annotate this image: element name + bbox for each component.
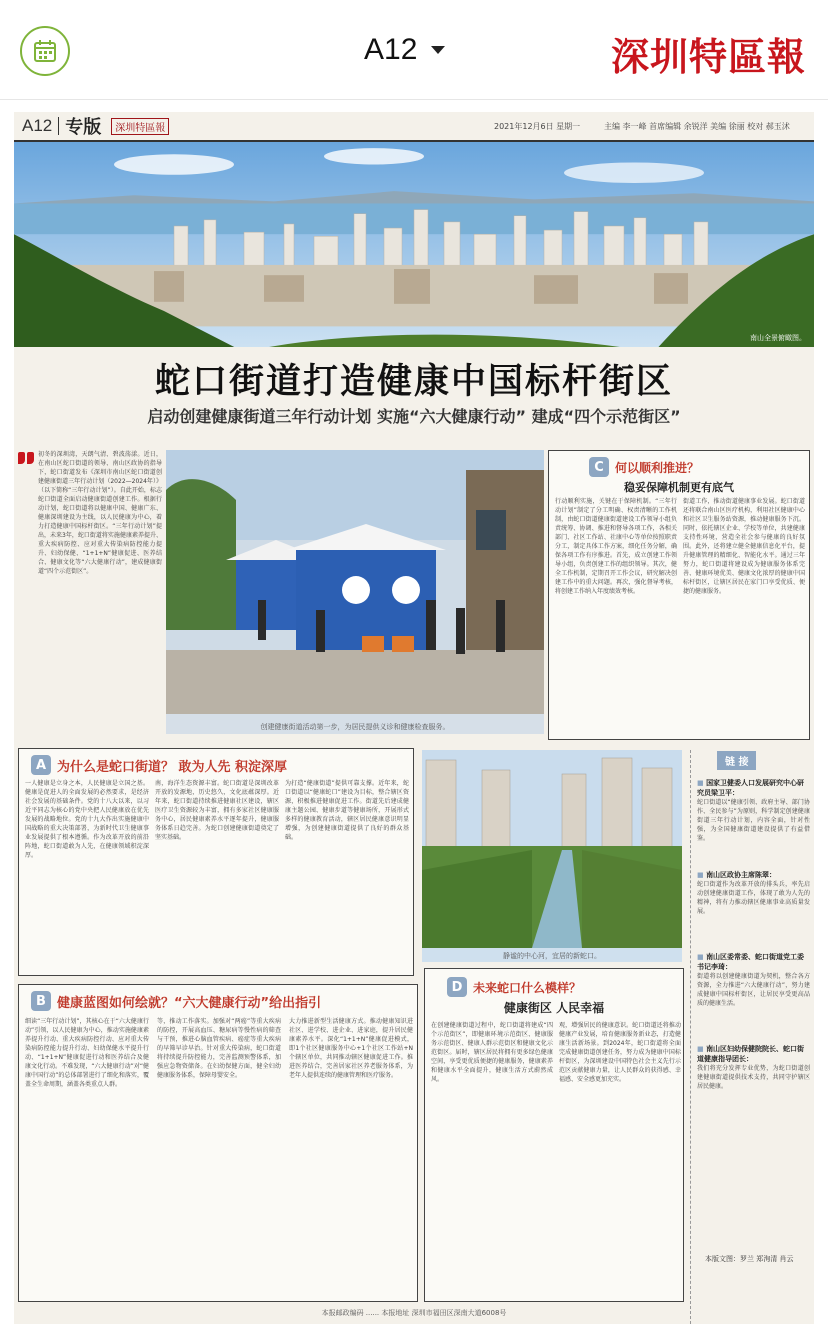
section-c-letter: C xyxy=(589,457,609,477)
section-a xyxy=(18,748,414,976)
photo2-caption: 静谧的中心河，宜居的新蛇口。 xyxy=(503,952,601,960)
section-c-question: 何以顺利推进？ xyxy=(615,460,700,475)
hero-photo xyxy=(14,142,814,347)
link-item-text: 蛇口街道以“健康引领、政府主导、部门协作、全民参与”为原则，科学制定创建健康街道三年行动计划，内容全面，针对性强，为全国健康街道建设提供了有益借鉴。 xyxy=(697,799,810,842)
calendar-icon xyxy=(32,38,58,64)
section-d-column-2: 观，增强居民的健康意识。蛇口街道还将推动健康产业发展，培育健康服务新业态，打造健康生活新场景。到2024年，蛇口街道将全面完成健康街道创建任务，努力成为健康中国标杆街区，为深圳建设中国特色社会主义先行示范区贡献健康力量，让人民群众的获得感、幸福感、安全感更加充实。 xyxy=(559,1022,681,1083)
quote-mark-icon xyxy=(18,452,34,466)
page-footer: 本报邮政编码 ...... 本报地址 深圳市福田区深南大道6008号 xyxy=(321,1309,507,1317)
section-b-title: 健康蓝图如何绘就？“六大健康行动”给出指引 xyxy=(57,995,322,1011)
section-d-column-1: 在创建健康街道过程中，蛇口街道将建成“四个示范街区”，即健康环境示范街区、健康服务示范街区、健康人群示范街区和健康文化示范街区。届时，辖区居民将拥有更多绿色健康空间，享受更优质便捷的健康服务，健康素养和健康水平全面提升，健康生活方式蔚然成风。 xyxy=(431,1022,553,1083)
section-c-title: 稳妥保障机制更有底气 xyxy=(624,481,734,494)
section-b-header xyxy=(31,991,321,1011)
photo1-caption: 创建健康街道活动第一步，为居民提供义诊和健康检查服务。 xyxy=(260,723,450,731)
health-event-image xyxy=(166,450,544,714)
link-item xyxy=(697,870,810,944)
section-d-title: 健康街区 人民幸福 xyxy=(503,1001,605,1015)
calendar-button[interactable] xyxy=(20,26,70,76)
photo-credit: 本版文图：罗兰 郑洵清 肖云 xyxy=(705,1255,794,1263)
masthead xyxy=(14,112,814,142)
section-b-column-2: 等，推动工作落实。加强对“两癌”等重大疾病的防控，开展高血压、糖尿病等慢性病的筛查与干预，推进心脑血管疾病、癌症等重大疾病的早筛早诊早治。针对重大传染病，蛇口街道将持续提升防控能力，完善监测预警体系，加强应急物资储备。在妇幼保健方面，健全妇幼健康服务体系，保障母婴安全。 xyxy=(157,1018,281,1079)
section-a-letter: A xyxy=(31,755,51,775)
link-item-text: 蛇口街道作为改革开放的排头兵，率先启动创建健康街道工作，体现了敢为人先的精神，将有力推动辖区健康事业高质量发展。 xyxy=(697,881,810,915)
subheadline: 启动创建健康街道三年行动计划 实施“六大健康行动” 建成“四个示范街区” xyxy=(147,407,681,426)
paper-logo: 深圳特區報 xyxy=(111,118,169,135)
issue-date: 2021年12月6日 星期一 xyxy=(494,121,581,131)
masthead-divider xyxy=(58,117,59,135)
city-skyline-image xyxy=(14,142,814,347)
brand-logo: 深圳特區報 xyxy=(610,34,806,79)
river-image xyxy=(422,750,682,948)
section-a-title: 为什么是蛇口街道？ 敢为人先 积淀深厚 xyxy=(57,759,288,775)
section-b xyxy=(18,984,418,1302)
caret-down-icon xyxy=(431,46,445,54)
section-a-header xyxy=(31,755,287,775)
section-a-column-1: 一人健康是立身之本，人民健康是立国之基。健康是促进人的全面发展的必然要求，是经济社会发展的基础条件。党的十八大以来，以习近平同志为核心的党中央把人民健康放在优先发展的战略地位。党的十九大作出实施健康中国战略的重大决策部署，为新时代卫生健康事业发展提供了根本遵循。作为改革开放的前沿阵地，蛇口街道敢为人先，在健康领域积淀深厚。 xyxy=(25,780,149,859)
link-item-text: 街道将以创建健康街道为契机，整合各方资源，全力推进“六大健康行动”，努力建成健康中国标杆街区，让居民享受更高品质的健康生活。 xyxy=(697,973,810,1007)
page-selector-label: A12 xyxy=(364,33,418,66)
section-d xyxy=(424,968,684,1302)
link-item-title: ■ 南山区妇幼保健院院长、蛇口街道健康指导团长： xyxy=(697,1044,810,1064)
section-c-header xyxy=(589,457,699,477)
link-item-title: ■ 南山区委常委、蛇口街道党工委书记李琦： xyxy=(697,952,810,972)
link-sidebar xyxy=(690,750,810,1324)
link-item xyxy=(697,952,810,1036)
link-item xyxy=(697,778,810,862)
intro-text: 初冬的深圳湾，天朗气清、碧波荡漾。近日，在南山区蛇口街道的领导、南山区政协的指导下，蛇口街道发布《深圳市南山区蛇口街道创建健康街道三年行动计划（2022—2024年）》（以下简称“三年行动计划”）。自此开始，标志蛇口街道全面启动健康街道创建工作。根据行动计划，蛇口街道将以健康中国、健康广东、健康深圳建设为主线，以人民健康为中心，着力打造健康中国标杆街区。“三年行动计划”提出，未来3年，蛇口街道将实施健康素养提升、重大疾病防控、应对重大传染病防控能力提升、妇幼保健、“1+1+N”健康促进、医养结合、健康文化等“六大健康行动”，建成健康街道“四个示范街区”。 xyxy=(38,451,162,575)
section-d-question: 未来蛇口什么模样？ xyxy=(473,980,582,995)
link-item xyxy=(697,1044,810,1128)
link-item-title: ■ 南山区政协主席陈翠： xyxy=(697,870,810,880)
section-c-column-2: 街道工作，推动街道健康事业发展。蛇口街道还将联合南山区医疗机构，利用社区健康中心和社区卫生服务站资源，推动健康服务下沉。同时，依托辖区企业、学校等单位，共建健康支持性环境，营造全社会参与健康的良好氛围。此外，还将建立健全健康信息化平台，提升健康管理的精细化、智能化水平。通过三年努力，蛇口街道将建设成为健康服务体系完善、健康环境优美、健康文化浓厚的健康中国标杆街区，让辖区居民在家门口享受优质、便捷的健康服务。 xyxy=(683,498,805,595)
section-b-letter: B xyxy=(31,991,51,1011)
link-sidebar-heading: 链 接 xyxy=(717,751,756,770)
app-bar xyxy=(0,0,828,100)
photo-river xyxy=(422,750,682,962)
link-item-title: ■ 国家卫健委人口发展研究中心研究员梁卫平： xyxy=(697,778,810,798)
link-item-text: 我们将充分发挥专业优势，为蛇口街道创建健康街道提供技术支持，共同守护辖区居民健康。 xyxy=(697,1065,810,1090)
headline: 蛇口街道打造健康中国标杆街区 xyxy=(154,362,673,402)
intro-block xyxy=(18,450,162,700)
editors-line: 主编 李一峰 首席编辑 余锐洋 美编 徐丽 校对 郝玉沭 xyxy=(604,121,790,131)
section-a-column-2: 南，海洋生态资源丰富。蛇口街道是深圳改革开放的发源地，历史悠久，文化底蕴深厚。近年来，蛇口街道持续推进健康社区建设，辖区医疗卫生资源较为丰富，拥有多家社区健康服务中心，居民健康素养水平逐年提升，健康服务体系日趋完善。为蛇口创建健康街道奠定了坚实基础。 xyxy=(155,780,279,841)
hero-caption: 南山全景俯瞰图。 xyxy=(750,334,806,342)
section-d-letter: D xyxy=(447,977,467,997)
page-selector[interactable] xyxy=(364,28,445,72)
newspaper-page[interactable] xyxy=(14,112,814,1324)
section-c xyxy=(548,450,810,740)
section-b-column-1: 细读“三年行动计划”，其核心在于“六大健康行动”引领，以人民健康为中心，推动实施健康素养提升行动、重大疾病防控行动、应对重大传染病防控能力提升行动、妇幼保健水平提升行动、“1+1+N”健康促进行动和医养结合及健康文化行动。不难发现，“六大健康行动”对“健康中国行动”的总体部署进行了细化和落实，覆盖全生命周期，涵盖各类重点人群。 xyxy=(25,1018,149,1088)
section-name: 专版 xyxy=(65,117,102,138)
photo-health-event xyxy=(166,450,544,734)
section-d-header xyxy=(447,977,581,997)
page-number: A12 xyxy=(22,116,53,135)
section-c-column-1: 行动顺利实施，关键在于保障机制。“三年行动计划”制定了分工明确、权责清晰的工作机制，由蛇口街道健康街道建设工作领导小组负责统筹、协调、推进和督导各项工作，各相关部门、社区工作站、社康中心等单位按照职责分工，制定具体工作方案，细化任务分解，确保各项工作有序推进。首先，成立创建工作领导小组，负责创建工作的组织领导。其次，健全工作机制，定期召开工作会议，研究解决创建工作中的重大问题。再次，强化督导考核，将创建工作纳入年度绩效考核。 xyxy=(555,498,677,595)
section-a-column-3: 为打造“健康街道”提供可靠支撑。近年来，蛇口街道以“健康蛇口”建设为目标，整合辖区资源，积极推进健康促进工作。街道先后建成健康主题公园、健康步道等健康场所，开展形式多样的健康教育活动，辖区居民健康意识明显增强，为创建健康街道提供了良好的群众基础。 xyxy=(285,780,409,841)
section-b-column-3: 大力推进新型生活健康方式。推动健康知识进社区、进学校、进企业、进家庭，提升居民健康素养水平。深化“1+1+N”健康促进模式，即1个社区健康服务中心+1个社区工作站+N个辖区单位，共同推动辖区健康促进工作。推进医养结合，完善居家社区养老服务体系，为老年人提供连续的健康管理和医疗服务。 xyxy=(289,1018,413,1079)
